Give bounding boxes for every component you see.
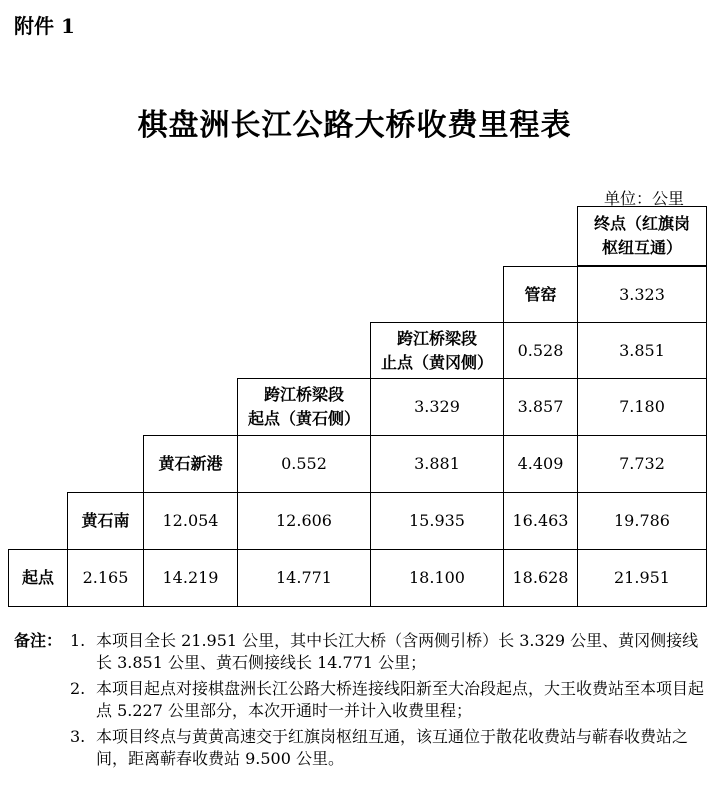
distance-cell: 2.165 xyxy=(67,549,144,607)
distance-cell: 4.409 xyxy=(503,435,578,493)
note-item xyxy=(14,726,709,770)
note-text: 本项目全长 21.951 公里，其中长江大桥（含两侧引桥）长 3.329 公里、黄冈侧接线长 3.851 公里、黄石侧接线长 14.771 公里； xyxy=(96,631,699,672)
notes-spacer xyxy=(14,726,70,770)
note-item xyxy=(14,630,709,674)
station-end: 终点（红旗岗 枢纽互通） xyxy=(577,206,707,266)
distance-cell: 7.180 xyxy=(577,378,707,436)
distance-cell: 0.528 xyxy=(503,322,578,379)
station-start: 起点 xyxy=(8,549,68,607)
distance-cell: 3.329 xyxy=(370,378,504,436)
distance-cell: 16.463 xyxy=(503,492,578,550)
distance-cell: 21.951 xyxy=(577,549,707,607)
notes-section xyxy=(14,630,709,774)
distance-cell: 12.054 xyxy=(143,492,238,550)
distance-cell: 15.935 xyxy=(370,492,504,550)
distance-cell: 3.857 xyxy=(503,378,578,436)
note-text: 本项目起点对接棋盘洲长江公路大桥连接线阳新至大冶段起点，大王收费站至本项目起点 5.227 公里部分，本次开通时一并计入收费里程； xyxy=(96,679,705,720)
note-text: 本项目终点与黄黄高速交于红旗岗枢纽互通，该互通位于散花收费站与蕲春收费站之间，距离蕲春收费站 9.500 公里。 xyxy=(96,727,689,768)
station-bridge-end: 跨江桥梁段 止点（黄冈侧） xyxy=(370,322,504,379)
distance-cell: 12.606 xyxy=(237,492,371,550)
distance-cell: 7.732 xyxy=(577,435,707,493)
distance-cell: 3.881 xyxy=(370,435,504,493)
note-number: 2. xyxy=(70,679,86,698)
page-title: 棋盘洲长江公路大桥收费里程表 xyxy=(137,108,572,143)
distance-cell: 14.219 xyxy=(143,549,238,607)
note-item xyxy=(14,678,709,722)
unit-label: 单位：公里 xyxy=(604,189,685,208)
note-number: 3. xyxy=(70,727,86,746)
attachment-label: 附件 1 xyxy=(14,14,75,38)
distance-cell: 0.552 xyxy=(237,435,371,493)
station-huangshi-nan: 黄石南 xyxy=(67,492,144,550)
distance-cell: 18.628 xyxy=(503,549,578,607)
note-number: 1. xyxy=(70,631,86,650)
station-bridge-start: 跨江桥梁段 起点（黄石侧） xyxy=(237,378,371,436)
notes-spacer xyxy=(14,678,70,722)
distance-cell: 14.771 xyxy=(237,549,371,607)
distance-cell: 18.100 xyxy=(370,549,504,607)
station-guanyao: 管窑 xyxy=(503,266,578,323)
distance-cell: 3.851 xyxy=(577,322,707,379)
notes-label: 备注： xyxy=(14,631,63,650)
station-huangshi-xingang: 黄石新港 xyxy=(143,435,238,493)
distance-cell: 3.323 xyxy=(577,266,707,323)
distance-cell: 19.786 xyxy=(577,492,707,550)
